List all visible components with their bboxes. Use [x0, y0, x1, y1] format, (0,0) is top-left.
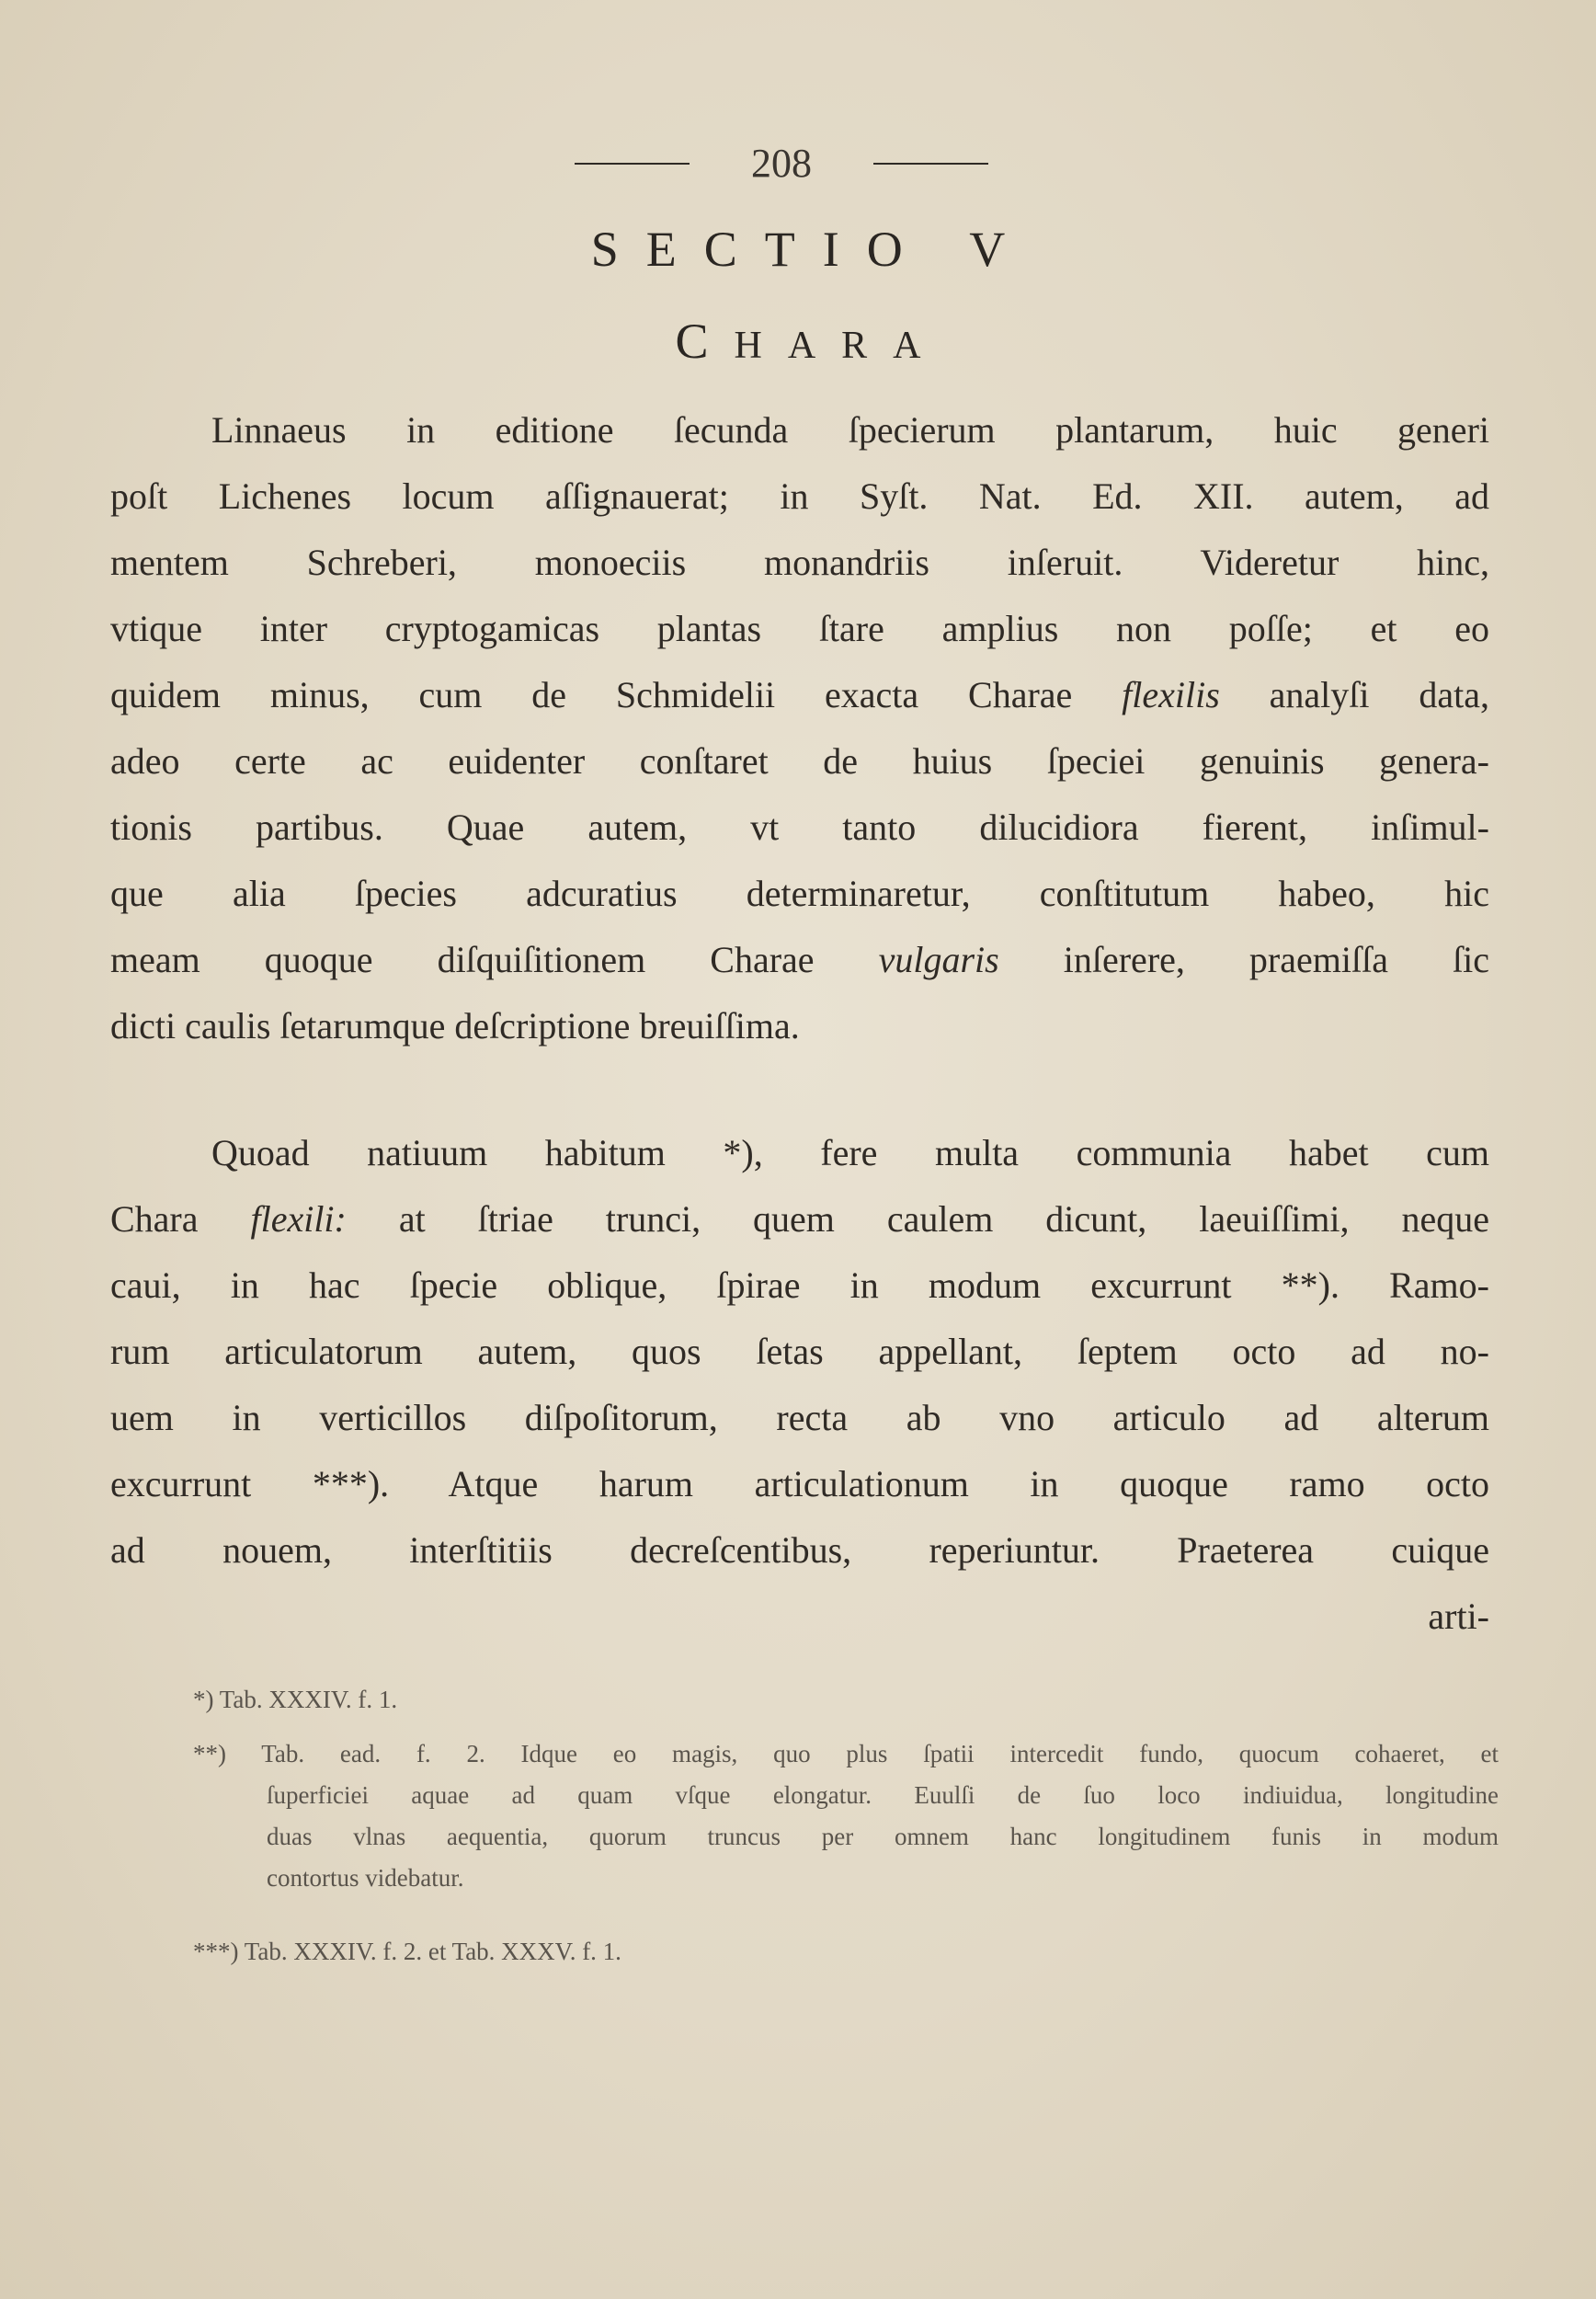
footnote-line: ſuperficiei aquae ad quam vſque elongatur. Euulſi de ſuo loco indiuidua, longitudine: [267, 1781, 1499, 1809]
catchword: arti-: [1428, 1596, 1489, 1637]
footnote-2: [193, 1733, 1499, 1899]
footnote-line: contortus videbatur.: [267, 1864, 464, 1892]
text-line: mentem Schreberi, monoeciis monandriis inſeruit. Videretur hinc,: [110, 542, 1489, 583]
chapter-title: [0, 313, 1596, 370]
footnote-line: *) Tab. XXXIV. f. 1.: [193, 1686, 398, 1713]
text-segment: quidem minus, cum de Schmidelii exacta Charae: [110, 674, 1123, 715]
page-number: 208: [751, 141, 812, 186]
text-line: poſt Lichenes locum aſſignauerat; in Syſt. Nat. Ed. XII. autem, ad: [110, 475, 1489, 517]
footnote-line: ***) Tab. XXXIV. f. 2. et Tab. XXXV. f. 1.: [193, 1938, 621, 1965]
footnote-3: [193, 1931, 1499, 1973]
text-line: [110, 1186, 1489, 1252]
text-line: adeo certe ac euidenter conſtaret de huius ſpeciei genuinis genera-: [110, 740, 1489, 782]
chapter-title-rest: HARA: [734, 325, 947, 367]
header-rule-right: [873, 163, 988, 165]
text-segment: at ſtriae trunci, quem caulem dicunt, laeuiſſimi, neque: [346, 1198, 1489, 1240]
text-line: dicti caulis ſetarumque deſcriptione breuiſſima.: [110, 1005, 800, 1047]
text-line: que alia ſpecies adcuratius determinaretur, conſtitutum habeo, hic: [110, 873, 1489, 914]
text-segment: inſerere, praemiſſa ſic: [998, 939, 1489, 980]
text-line: rum articulatorum autem, quos ſetas appellant, ſeptem octo ad no-: [110, 1331, 1489, 1372]
text-line: [110, 927, 1489, 993]
italic-term: vulgaris: [878, 939, 999, 980]
text-line: Linnaeus in editione ſecunda ſpecierum plantarum, huic generi: [211, 409, 1489, 451]
page-header: [575, 141, 988, 190]
footnote-1: [193, 1679, 1499, 1721]
paragraph-1: [110, 397, 1489, 1059]
text-segment: Chara: [110, 1198, 251, 1240]
text-line: uem in verticillos diſpoſitorum, recta ab vno articulo ad alterum: [110, 1397, 1489, 1438]
footnote-line: duas vlnas aequentia, quorum truncus per omnem hanc longitudinem funis in modum: [267, 1823, 1499, 1850]
text-line: vtique inter cryptogamicas plantas ſtare amplius non poſſe; et eo: [110, 608, 1489, 649]
text-line: ad nouem, interſtitiis decreſcentibus, reperiuntur. Praeterea cuique: [110, 1529, 1489, 1571]
paragraph-2: [110, 1120, 1489, 1650]
chapter-title-initial: C: [675, 314, 735, 369]
text-line: [110, 662, 1489, 728]
text-segment: meam quoque diſquiſitionem Charae: [110, 939, 879, 980]
section-title: SECTIO V: [590, 222, 1033, 277]
text-line: tionis partibus. Quae autem, vt tanto dilucidiora fierent, inſimul-: [110, 806, 1489, 848]
text-line: Quoad natiuum habitum *), fere multa communia habet cum: [211, 1132, 1489, 1173]
italic-term: flexili:: [250, 1198, 347, 1240]
text-segment: analyſi data,: [1219, 674, 1490, 715]
italic-term: flexilis: [1122, 674, 1220, 715]
text-line: caui, in hac ſpecie oblique, ſpirae in modum excurrunt **). Ramo-: [110, 1264, 1489, 1306]
text-line: excurrunt ***). Atque harum articulationum in quoque ramo octo: [110, 1463, 1489, 1504]
footnote-line: **) Tab. ead. f. 2. Idque eo magis, quo plus ſpatii intercedit fundo, quocum cohaeret, et: [193, 1740, 1499, 1767]
